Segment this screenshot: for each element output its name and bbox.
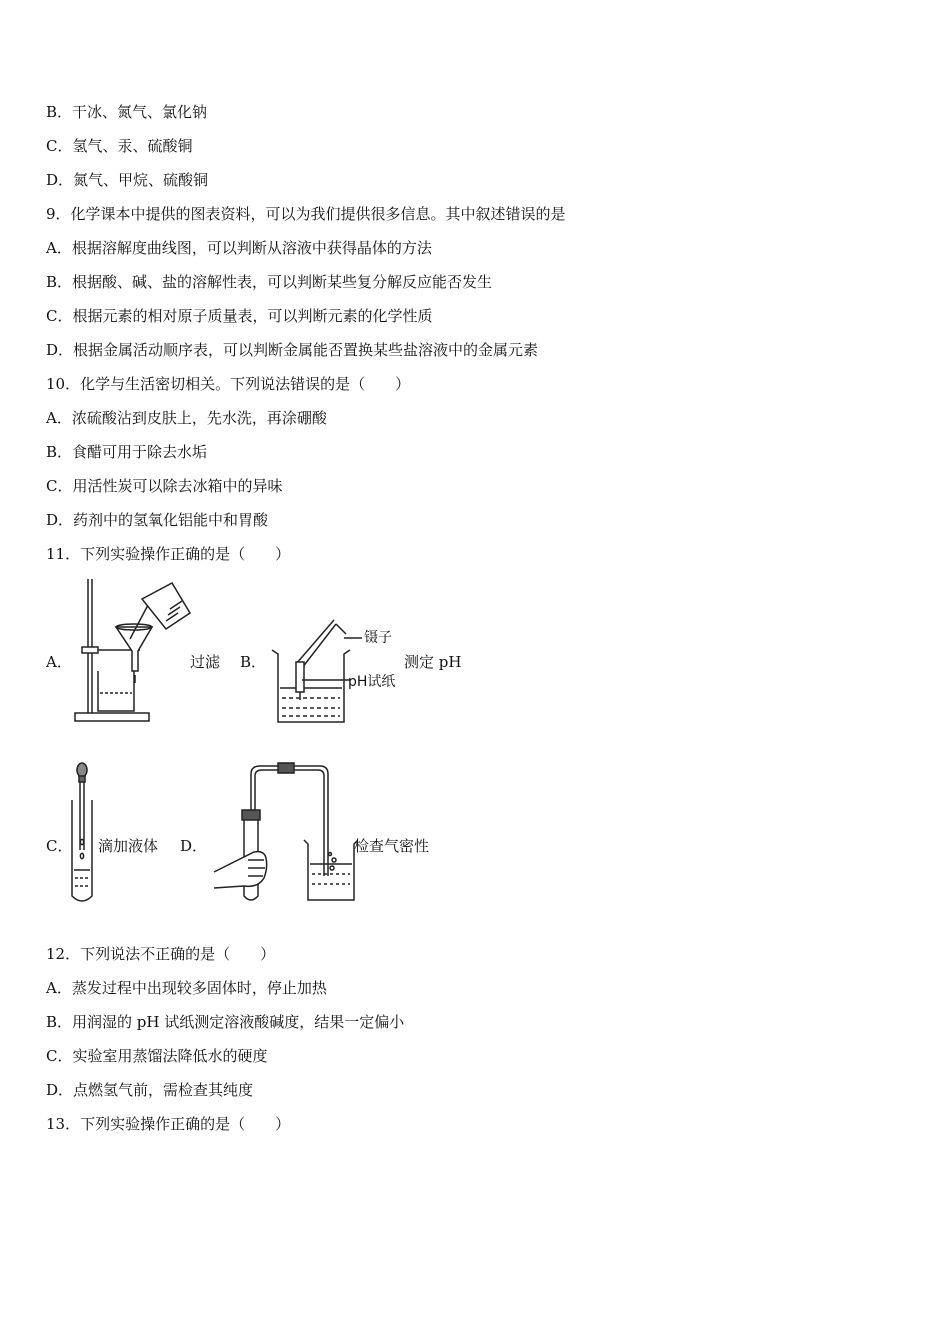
q9-option-c: C．根据元素的相对原子质量表，可以判断元素的化学性质 bbox=[46, 307, 433, 325]
q11-stem: 11．下列实验操作正确的是（ ） bbox=[46, 545, 291, 563]
q13-stem: 13．下列实验操作正确的是（ ） bbox=[46, 1115, 291, 1133]
q8-option-b: B．干冰、氮气、氯化钠 bbox=[46, 103, 208, 121]
q10-option-d: D．药剂中的氢氧化铝能中和胃酸 bbox=[46, 511, 269, 529]
q11-a-caption: 过滤 bbox=[190, 653, 221, 671]
q9-option-b: B．根据酸、碱、盐的溶解性表，可以判断某些复分解反应能否发生 bbox=[46, 273, 493, 291]
q12-option-d: D．点燃氢气前，需检查其纯度 bbox=[46, 1081, 254, 1099]
q12-stem: 12．下列说法不正确的是（ ） bbox=[46, 945, 276, 963]
q11-d-caption: 检查气密性 bbox=[354, 837, 430, 855]
q8-option-c: C．氢气、汞、硫酸铜 bbox=[46, 137, 193, 155]
q10-option-a: A．浓硫酸沾到皮肤上，先水洗，再涂硼酸 bbox=[46, 409, 327, 427]
dropper-figure bbox=[68, 760, 98, 908]
q12-option-b: B．用润湿的 pH 试纸测定溶液酸碱度，结果一定偏小 bbox=[46, 1013, 405, 1031]
q11-c-caption: 滴加液体 bbox=[98, 837, 159, 855]
airtightness-figure bbox=[208, 760, 358, 908]
tweezers-label: 镊子 bbox=[364, 630, 392, 646]
q8-option-d: D．氮气、甲烷、硫酸铜 bbox=[46, 171, 209, 189]
q9-option-a: A．根据溶解度曲线图，可以判断从溶液中获得晶体的方法 bbox=[46, 239, 432, 257]
q11-b-letter: B． bbox=[240, 653, 267, 671]
q11-c-letter: C． bbox=[46, 837, 73, 855]
q12-option-a: A．蒸发过程中出现较多固体时，停止加热 bbox=[46, 979, 327, 997]
q10-stem: 10．化学与生活密切相关。下列说法错误的是（ ） bbox=[46, 375, 411, 393]
q11-a-letter: A． bbox=[46, 653, 72, 671]
q10-option-b: B．食醋可用于除去水垢 bbox=[46, 443, 208, 461]
filtration-figure bbox=[70, 575, 194, 725]
q9-stem: 9．化学课本中提供的图表资料，可以为我们提供很多信息。其中叙述错误的是 bbox=[46, 205, 566, 223]
q11-b-caption: 测定 pH bbox=[404, 653, 462, 671]
ph-paper-label: pH试纸 bbox=[348, 674, 396, 690]
q12-option-c: C．实验室用蒸馏法降低水的硬度 bbox=[46, 1047, 268, 1065]
q11-d-letter: D． bbox=[180, 837, 208, 855]
q9-option-d: D．根据金属活动顺序表，可以判断金属能否置换某些盐溶液中的金属元素 bbox=[46, 341, 539, 359]
q10-option-c: C．用活性炭可以除去冰箱中的异味 bbox=[46, 477, 283, 495]
